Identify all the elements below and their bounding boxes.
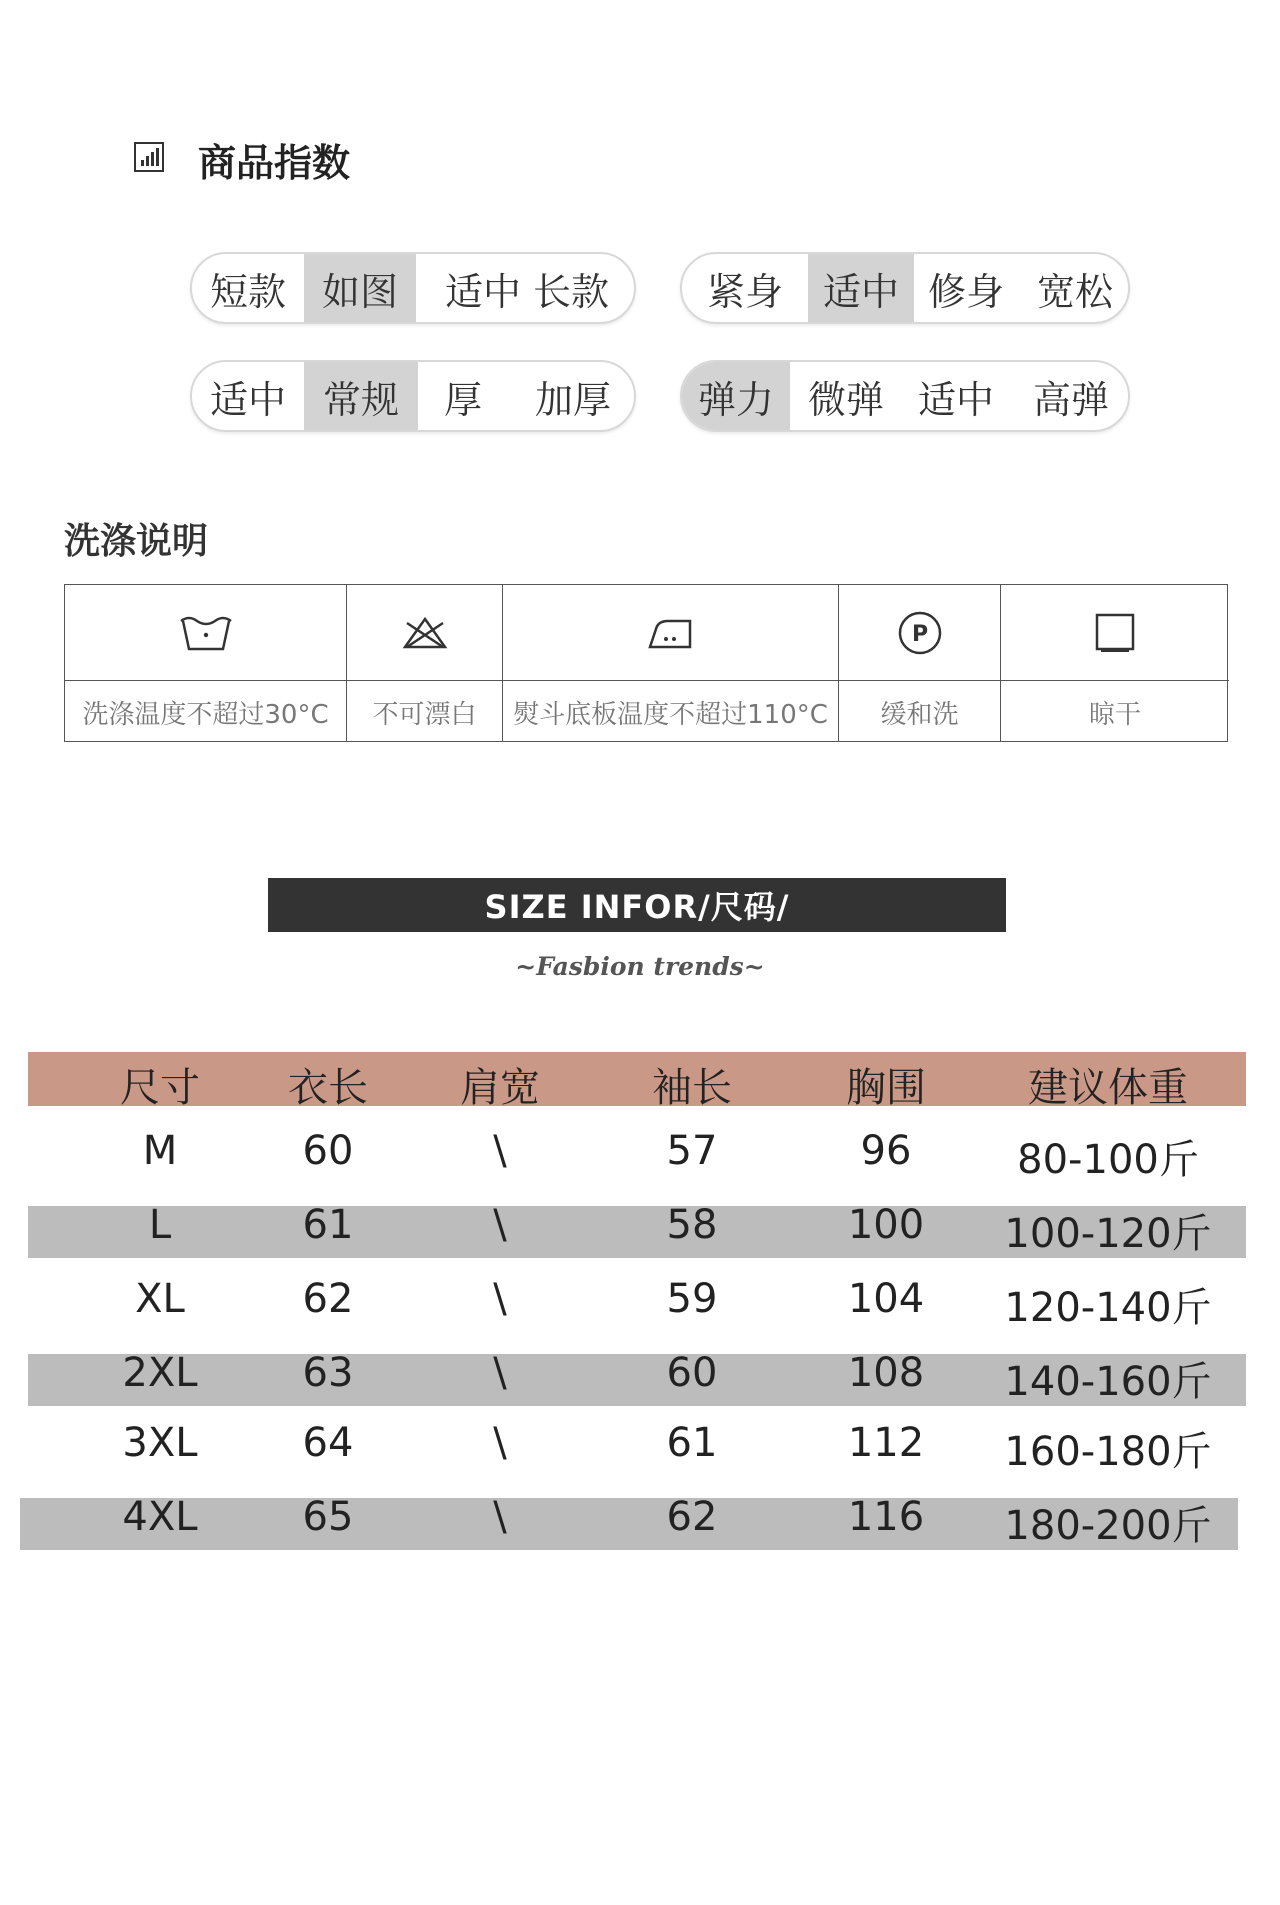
pill-segment-selected: 如图 (304, 254, 416, 322)
pill-segment: 高弹 (1032, 377, 1109, 422)
washing-item (1001, 585, 1229, 741)
table-cell: L (148, 1202, 172, 1248)
pill-segment: 厚 (443, 377, 482, 422)
table-cell: 65 (302, 1494, 354, 1540)
table-cell: 58 (666, 1202, 718, 1248)
line-dry-icon (1001, 585, 1229, 681)
iron-icon (503, 585, 838, 681)
pill-segment: 修身 (927, 269, 1004, 314)
pill-segment-selected: 常规 (304, 362, 418, 430)
table-cell: 60 (302, 1128, 354, 1174)
table-cell: 61 (302, 1202, 354, 1248)
table-cell: \ (493, 1128, 507, 1174)
table-cell: 100 (847, 1202, 925, 1248)
table-cell: 108 (847, 1350, 925, 1396)
washing-table (64, 584, 1228, 742)
table-cell: 62 (302, 1276, 354, 1322)
no-bleach-icon (347, 585, 502, 681)
table-cell: 180-200斤 (1004, 1503, 1212, 1549)
table-cell: 4XL (122, 1494, 198, 1540)
table-cell: 61 (666, 1420, 718, 1466)
fit-pill (680, 252, 1130, 324)
table-cell: 62 (666, 1494, 718, 1540)
section-title-washing: 洗涤说明 (64, 521, 209, 562)
size-banner: SIZE INFOR/尺码/ (268, 878, 1006, 932)
pill-segment: 加厚 (534, 377, 611, 422)
table-cell: 120-140斤 (1004, 1285, 1212, 1331)
table-cell: 2XL (122, 1350, 198, 1396)
washing-label: 晾干 (1088, 699, 1141, 730)
washing-label: 不可漂白 (372, 699, 477, 730)
table-cell: 104 (847, 1276, 925, 1322)
table-cell: M (142, 1128, 178, 1174)
signal-bars-icon (134, 142, 164, 172)
table-cell: 112 (847, 1420, 925, 1466)
table-cell: \ (493, 1276, 507, 1322)
table-cell: 100-120斤 (1004, 1211, 1212, 1257)
column-header: 衣长 (288, 1065, 368, 1111)
column-header: 建议体重 (1028, 1065, 1188, 1111)
thickness-pill (190, 360, 636, 432)
table-cell: 59 (666, 1276, 718, 1322)
pill-segment: 短款 (209, 269, 286, 314)
table-cell: 3XL (122, 1420, 198, 1466)
elasticity-pill (680, 360, 1130, 432)
washing-item (347, 585, 503, 741)
table-cell: 116 (847, 1494, 925, 1540)
section-title-index: 商品指数 (198, 141, 351, 185)
washing-item (503, 585, 839, 741)
table-cell: \ (493, 1202, 507, 1248)
wash-30-icon (65, 585, 346, 681)
table-cell: 60 (666, 1350, 718, 1396)
table-cell: \ (493, 1350, 507, 1396)
table-cell: 160-180斤 (1004, 1429, 1212, 1475)
column-header: 袖长 (652, 1065, 732, 1111)
length-pill (190, 252, 636, 324)
pill-segment-selected: 适中 (808, 254, 914, 322)
pill-segment: 适中 (209, 377, 286, 422)
column-header: 肩宽 (460, 1065, 540, 1111)
table-cell: 96 (860, 1128, 912, 1174)
fashion-subtitle: ~Fasbion trends~ (515, 952, 765, 981)
pill-segment-selected: 弹力 (682, 362, 790, 430)
table-cell: 140-160斤 (1004, 1359, 1212, 1405)
table-cell: 64 (302, 1420, 354, 1466)
pill-segment: 适中 长款 (444, 269, 610, 314)
pill-segment: 紧身 (706, 269, 783, 314)
washing-label: 缓和洗 (880, 699, 959, 730)
pill-segment: 适中 (917, 377, 994, 422)
pill-segment: 微弹 (807, 377, 884, 422)
washing-item (65, 585, 347, 741)
column-header: 尺寸 (120, 1065, 200, 1111)
table-cell: \ (493, 1420, 507, 1466)
washing-item (839, 585, 1001, 741)
svg-text:P: P (911, 621, 928, 647)
dry-clean-p-icon (839, 585, 1000, 681)
table-cell: 80-100斤 (1017, 1137, 1199, 1183)
pill-segment: 宽松 (1036, 269, 1113, 314)
table-cell: 57 (666, 1128, 718, 1174)
table-cell: XL (135, 1276, 185, 1322)
table-cell: \ (493, 1494, 507, 1540)
washing-label: 洗涤温度不超过30°C (82, 699, 329, 730)
column-header: 胸围 (846, 1065, 926, 1111)
table-cell: 63 (302, 1350, 354, 1396)
washing-label: 熨斗底板温度不超过110°C (513, 699, 828, 730)
